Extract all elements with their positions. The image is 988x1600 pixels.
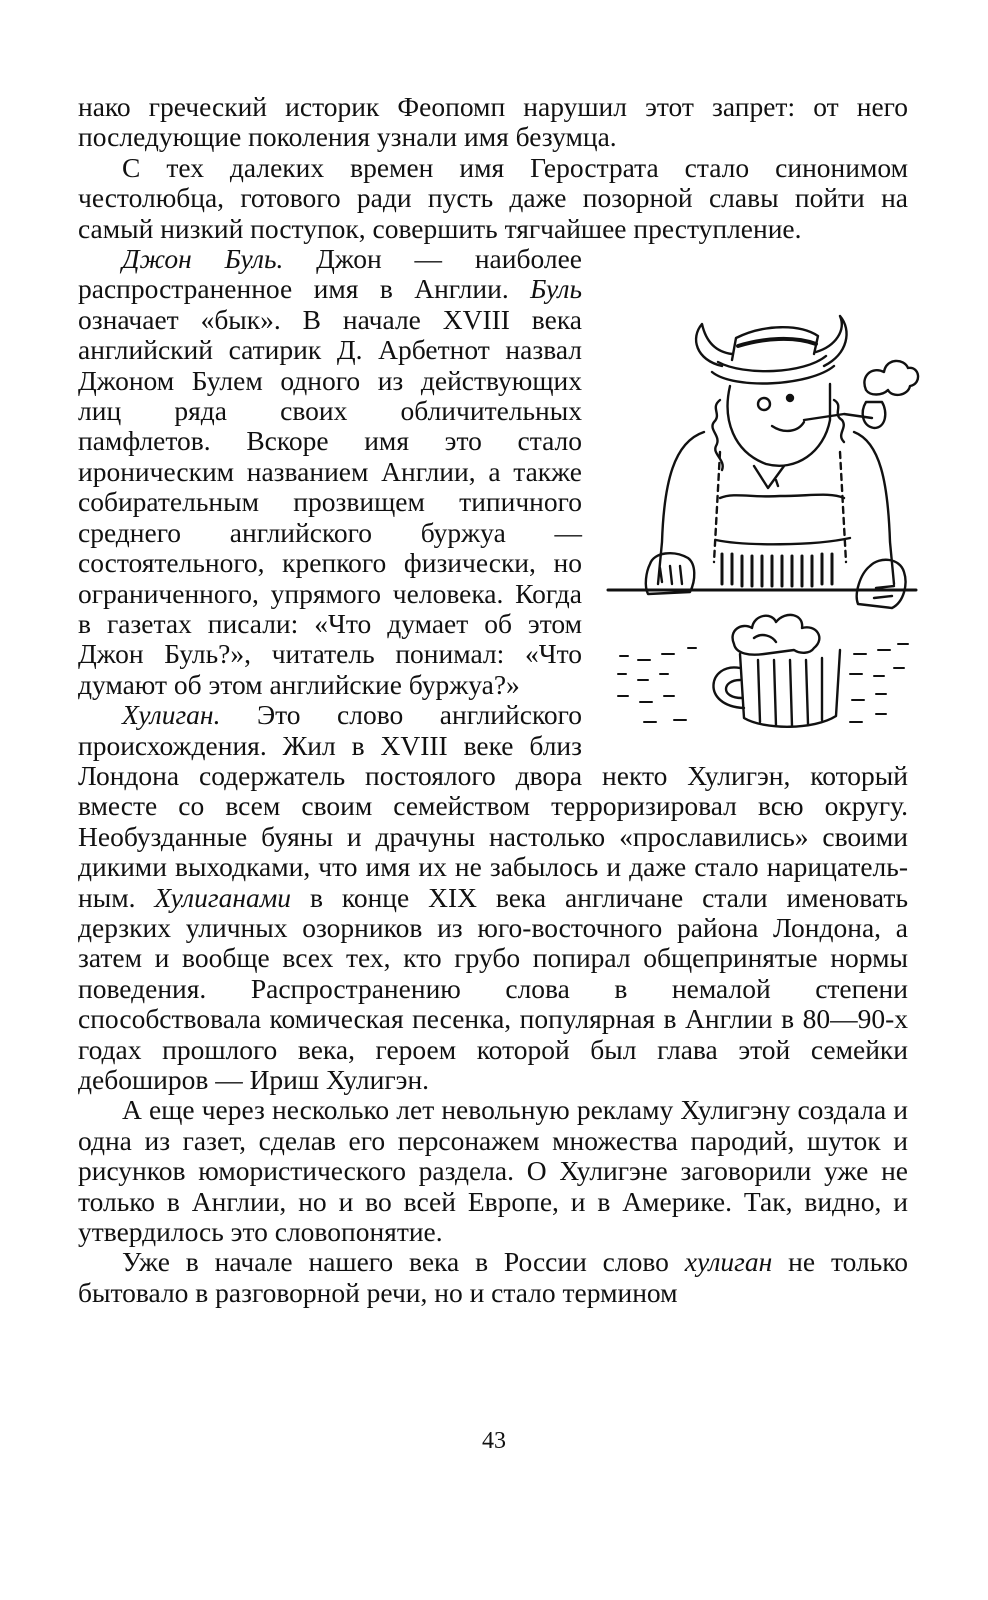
paragraph-text: А еще через несколько лет невольную рекламу Хулигэну создала и одна из газет, сделав его персонажем множества пародий, шуток и рисунков юмористического раздела. О Хулигэне заговорили уже не только в Англии, но и во всей Европе, и в Америке. Так, видно, и утвердилось это словопонятие. [78, 1094, 908, 1248]
john-bull-illustration [604, 302, 920, 752]
paragraph-john-bull [78, 244, 908, 700]
paragraph-text: не только бытовало в разговорной речи, но и стало термином [78, 1246, 908, 1308]
paragraph-text: Джон — наиболее распространенное имя в Англии. [78, 243, 582, 305]
paragraph-text: в конце XIX века англичане стали именовать дерзких уличных озорников из юго-восточного района Лондона, а затем и вообще всех тех, кто грубо попирал общепринятые нормы поведения. Распространению слова в немалой степени способствовала комическая песенка, популярная в Англии в 80—90-х годах прошлого века, героем которой был глава этой семейки дебоширов — Ириш Хулигэн. [78, 881, 908, 1095]
page-text [78, 92, 908, 1308]
paragraph [78, 1247, 908, 1308]
paragraph-hooligan [78, 700, 908, 1095]
term-hooligan-lower: хулиган [684, 1246, 773, 1278]
paragraph [78, 92, 908, 153]
term-hooligans: Хулиганами [154, 881, 292, 913]
paragraph [78, 1095, 908, 1247]
paragraph-text: означает «бык». В начале XVIII века английский сатирик Д. Арбетнот назвал Джоном Булем одного из действующих лиц ряда своих обличительных памфлетов. Вскоре имя это стало ироническим названием Англии, а также собирательным прозвищем типичного среднего английского буржуа — состоятельного, крепкого физически, но ограниченного, упрямого человека. Когда в газетах писали: «Что думает об этом Джон Буль?», читатель понимал: «Что думают об этом английские буржуа?» [78, 303, 582, 700]
paragraph-text: С тех далеких времен имя Герострата стало синонимом честолюбца, готового ради пусть даже позорной славы пойти на самый низкий поступок, совершить тягчайшее преступление. [78, 151, 908, 244]
term-bull: Буль [530, 273, 582, 305]
term-john-bull: Джон Буль. [122, 243, 284, 275]
term-hooligan: Хулиган. [122, 699, 221, 731]
paragraph-text: нако греческий историк Феопомп нарушил этот запрет: от него последующие поколения узнали имя безумца. [78, 91, 908, 153]
paragraph [78, 153, 908, 244]
paragraph-text: Уже в начале нашего века в России слово [122, 1246, 685, 1278]
page-number: 43 [482, 1428, 506, 1454]
john-bull-drawing [604, 302, 920, 752]
paragraph-text: Это слово английского происхождения. Жил в XVIII веке близ Лондона содержатель постоялого двора некто Хулигэн, который вместе со всем своим семейством терроризировал всю округу. Необузданные буяны и драчуны настолько «прославились» своими дикими выходками, что имя их не забылось и даже стало нарицательным. [78, 699, 908, 913]
